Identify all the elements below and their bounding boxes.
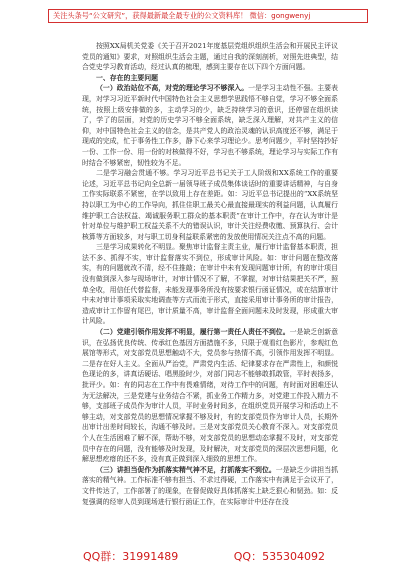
footer-contacts xyxy=(0,548,408,564)
issue-paragraph-2 xyxy=(82,168,338,242)
issue-heading-4: （二）党建引领作用发挥不明显，履行第一责任人责任不到位。 xyxy=(96,328,290,337)
qq-group: QQ群：31991489 xyxy=(82,550,179,563)
issue-paragraph-3 xyxy=(82,242,338,327)
issue-text-3: 三是学习成果转化不明显。聚焦审计监督主责主业，履行审计监督基本职责，担法不多、抓得不实，审计监督落实不到位，形成审计风险。如：审计问题在整改落实，有的问题就改不清，经不住推敲；在审计中未有发现问题审计所，有的审计项目没有做到深入参与现场审计，对审计情况不了解，不掌握，对审计结果把关不严，照单全收，用信任代替监督，未能发现事务所没有按要求银行函证情况，或在结算审计中未对审计事项采取实地调查等方式而流于形式，直接采用审计事务所的审计报告，造成审计工作留有尾巴，审计质量不高，审计监督全面问题未及时发现，形成重大审计风险。 xyxy=(82,243,338,326)
issue-paragraph-5 xyxy=(82,465,338,507)
issue-text-2: 二是学习融会贯通不够。学习习近平总书记关于工人阶级和XX系统工作的重要论述，习近平总书记向全总新一届领导班子成员集体谈话时的重要讲话精神，与自身工作实际联系不紧密，在学以致用上存在差距。如：习近平总书记提出的“XX系统坚持以职工为中心的工作导向，抓住住职工最关心最直接最现实的利益问题，认真履行维护职工合法权益、竭诚服务职工群众的基本职责”在审计工作中，存在认为审计是针对单位与维护职工权益关系不大的错误认识，审计关注经费收缴、预算执行、会计核算等方面较多，对与职工切身利益联系紧密的发放使用情况关注点不高的问题。 xyxy=(82,169,338,241)
issue-text-4: 一是缺乏创新意识，在弘扬优良传统、传承红色基因方面措施不多，只限于观看红色影片，参观红色展馆等形式，对支部党员思想触动不大，党员参与热情不高，引领作用发挥不明显。二是存在好人主义。全面从严治党，严肃党内生活、纪律要求存在严肃性上，和颜悦色现论的多，讲真话硬话、唱黑脸时少，对部门同志不能够敢抓敢管，平时表扬多，批评少。如：有的同志在工作中有畏难情绪，对待工作中的问题，有时面对困难还认为无法解决，三是党建与业务结合不紧，抓业务工作精力多，对党建工作投入精力不够，支部班子成员作为审计人员，平时业务时间多，在组织党员开展学习和活动上不够主动，对支部党员的思想情况掌握不够及时，有的支部党员作为审计人员，长期外出审计出差时间较长，沟通不够及时。三是对支部党员关心教育不深入。对支部党员个人在生活困难了解不深，帮助不够，对支部党员的思想动态掌握不及时，对支部党员中存在的问题，没有能够及时发现，及时解决，对支部党员的深层次思想问题，化解思想疙瘩的还不多，没有真正做到深入细致的思想工作。 xyxy=(82,328,339,464)
issue-heading-5: （三）讲担当促作为抓落实精气神不足，打抓落实不到位。 xyxy=(96,465,276,474)
issue-text-5: 一是缺乏少讲担当抓落实的精气神。工作标准不够有担当、不求过得硬，工作落实中有满足于会议开了，文件传达了，工作部署了的现象，在督促做好具体抓落实上缺乏狠心和韧劲。如：反复强调的经审人员到现场进行银行函证工作，在实际审计中还存在没 xyxy=(82,465,339,506)
document-body xyxy=(82,41,338,507)
issue-text-1: 一是学习主动性不强。主要表现，对学习习近平新时代中国特色社会主义思想学思践悟不够自觉，学习不够全面系统，按照上级安排做的多，主动学习的少，缺乏持续学习的意识，还停留在组织读了，学了的层面，对党的历史学习不够全面系统，缺乏深入理解，对共产主义的信仰，对中国特色社会主义的信念，是共产党人的政治灵魂的认识高度还不够，满足于现成的完成，忙于事务性工作多，静下心来学习理论少。思考问题少，平时坚持抄好一份、工作一份、用一份的对核做得不好，学习也不够系统，理论学习与实际工作有时结合不够紧密，韧性较为不足。 xyxy=(82,84,339,167)
issue-heading-1: （一）政治站位不高，对党的理论学习不够深入。 xyxy=(96,84,249,93)
issue-paragraph-4 xyxy=(82,327,338,465)
section-heading: 一、存在的主要问题 xyxy=(96,73,159,82)
issue-paragraph-1 xyxy=(82,83,338,168)
header-banner: 关注头条号“公文研究”，获得最新最全最专业的公文资料库！ 微信：gongwenyj xyxy=(48,9,368,23)
qq-number: QQ：535304092 xyxy=(233,550,326,563)
intro-paragraph: 按照XX局机关党委《关于召开2021年度基层党组织组织生活会和开展民主评议党员的通知》要求，对照组织生活会主题，通过自我的深刻剖析，对照先进典型，结合党史学习教育活动，经过认真的梳理，感到主要存在以下四个方面问题。 xyxy=(82,42,338,72)
